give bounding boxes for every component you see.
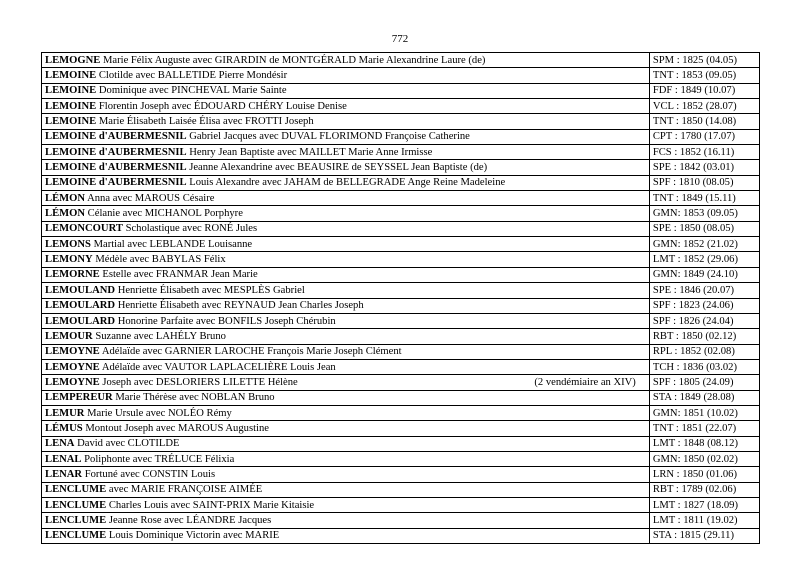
entry-location-date: SPE : 1842 (03.01) [649,160,759,175]
entry-surname: LEMOINE d'AUBERMESNIL [45,162,187,174]
entry-surname: LEMOYNE [45,361,100,373]
table-row [42,467,760,482]
table-row [42,267,760,282]
entry-location-date: STA : 1849 (28.08) [649,390,759,405]
entry-location-date: LRN : 1850 (01.06) [649,467,759,482]
entry-name-cell [42,53,650,68]
entry-details: Estelle avec FRANMAR Jean Marie [99,269,258,281]
entry-details: Jeanne Alexandrine avec BEAUSIRE de SEYSSEL Jean Baptiste (de) [186,162,488,174]
entry-surname: LEMOULARD [45,315,116,327]
entry-note: (2 vendémiaire an XIV) [534,376,636,388]
entry-location-date: TNT : 1849 (15.11) [649,191,759,206]
table-row [42,129,760,144]
entry-surname: LENCLUME [45,499,107,511]
entry-location-date: CPT : 1780 (17.07) [649,129,759,144]
entry-name-cell [42,206,650,221]
entry-surname: LEMONCOURT [45,223,123,235]
entry-name-cell [42,513,650,528]
marriage-register-table [41,52,760,544]
entry-surname: LEMOINE d'AUBERMESNIL [45,177,187,189]
entry-location-date: SPF : 1826 (24.04) [649,313,759,328]
entry-details: Henry Jean Baptiste avec MAILLET Marie Anne Irmisse [186,146,433,158]
table-row [42,237,760,252]
table-row [42,191,760,206]
table-row [42,344,760,359]
entry-details: Louis Alexandre avec JAHAM de BELLEGRADE Ange Reine Madeleine [186,177,506,189]
entry-location-date: SPM : 1825 (04.05) [649,53,759,68]
entry-surname: LEMOULAND [45,284,116,296]
table-row [42,99,760,114]
entry-name-cell [42,175,650,190]
table-row [42,390,760,405]
entry-name-cell [42,329,650,344]
entry-name-cell [42,114,650,129]
entry-name-cell [42,359,650,374]
entry-details: Marie Élisabeth Laisée Élisa avec FROTTI Joseph [96,116,314,128]
entry-surname: LEMOINE [45,100,97,112]
entry-name-cell [42,390,650,405]
entry-details: Adélaïde avec VAUTOR LAPLACELIÈRE Louis Jean [99,361,336,373]
entry-surname: LEMONY [45,254,93,266]
table-row [42,497,760,512]
entry-location-date: RBT : 1850 (02.12) [649,329,759,344]
entry-name-cell [42,436,650,451]
entry-surname: LEMORNE [45,269,100,281]
entry-location-date: LMT : 1852 (29.06) [649,252,759,267]
entry-name-cell [42,283,650,298]
page-number: 772 [391,33,409,45]
entry-surname: LENCLUME [45,530,107,542]
entry-location-date: GMN: 1853 (09.05) [649,206,759,221]
entry-details: Joseph avec DESLORIERS LILETTE Hélène [99,376,298,388]
table-row [42,359,760,374]
entry-location-date: TNT : 1850 (14.08) [649,114,759,129]
entry-details: avec MARIE FRANÇOISE AIMÉE [106,484,263,496]
entry-surname: LEMOGNE [45,54,101,66]
entry-details: Martial avec LEBLANDE Louisanne [90,238,253,250]
entry-details: Médèle avec BABYLAS Félix [92,254,226,266]
entry-name-cell [42,497,650,512]
table-row [42,283,760,298]
entry-details: Fortuné avec CONSTIN Louis [82,468,216,480]
table-row [42,528,760,543]
entry-surname: LENCLUME [45,484,107,496]
entry-location-date: VCL : 1852 (28.07) [649,99,759,114]
entry-surname: LEMOUR [45,330,93,342]
entry-details: Louis Dominique Victorin avec MARIE [106,530,280,542]
entry-location-date: SPE : 1850 (08.05) [649,221,759,236]
table-row [42,482,760,497]
table-row [42,451,760,466]
entry-location-date: SPF : 1823 (24.06) [649,298,759,313]
entry-surname: LEMPEREUR [45,392,113,404]
table-row [42,221,760,236]
entry-location-date: LMT : 1848 (08.12) [649,436,759,451]
entry-details: Henriette Élisabeth avec MESPLÈS Gabriel [115,284,305,296]
entry-details: David avec CLOTILDE [74,438,180,450]
entry-name-cell [42,528,650,543]
entry-surname: LÉMUS [45,422,83,434]
entry-surname: LEMOYNE [45,376,100,388]
entry-name-cell [42,467,650,482]
entry-details: Honorine Parfaite avec BONFILS Joseph Chérubin [115,315,336,327]
entry-details: Montout Joseph avec MAROUS Augustine [82,422,269,434]
entry-details: Florentin Joseph avec ÉDOUARD CHÉRY Louise Denise [96,100,347,112]
entry-name-cell [42,68,650,83]
entry-location-date: TNT : 1851 (22.07) [649,421,759,436]
entry-location-date: FCS : 1852 (16.11) [649,145,759,160]
entry-surname: LEMOINE [45,70,97,82]
entry-details: Scholastique avec RONÉ Jules [122,223,258,235]
entry-location-date: GMN: 1852 (21.02) [649,237,759,252]
entry-location-date: TNT : 1853 (09.05) [649,68,759,83]
table-row [42,313,760,328]
entry-details: Gabriel Jacques avec DUVAL FLORIMOND Françoise Catherine [186,131,470,143]
table-row [42,160,760,175]
entry-location-date: SPF : 1805 (24.09) [649,375,759,390]
entry-name-cell [42,482,650,497]
table-row [42,175,760,190]
entry-surname: LENCLUME [45,514,107,526]
entry-surname: LEMOINE [45,85,97,97]
entry-location-date: SPE : 1846 (20.07) [649,283,759,298]
entry-location-date: STA : 1815 (29.11) [649,528,759,543]
table-row [42,405,760,420]
entry-name-cell [42,421,650,436]
entry-location-date: FDF : 1849 (10.07) [649,83,759,98]
table-row [42,53,760,68]
table-row [42,68,760,83]
entry-surname: LÉMON [45,208,86,220]
entry-name-cell [42,191,650,206]
table-row [42,375,760,390]
entry-name-cell [42,313,650,328]
entry-details: Célanie avec MICHANOL Porphyre [85,208,243,220]
entry-surname: LEMONS [45,238,91,250]
entry-name-cell [42,237,650,252]
entry-surname: LEMOULARD [45,300,116,312]
entry-details: Clotilde avec BALLETIDE Pierre Mondésir [96,70,288,82]
entry-surname: LEMOINE d'AUBERMESNIL [45,146,187,158]
entry-surname: LEMOINE d'AUBERMESNIL [45,131,187,143]
entry-details: Henriette Élisabeth avec REYNAUD Jean Charles Joseph [115,300,364,312]
entry-location-date: GMN: 1849 (24.10) [649,267,759,282]
entry-surname: LÉMON [45,192,86,204]
table-row [42,298,760,313]
entry-location-date: TCH : 1836 (03.02) [649,359,759,374]
table-row [42,421,760,436]
table-row [42,436,760,451]
entry-details: Suzanne avec LAHÉLY Bruno [92,330,226,342]
entry-details: Anna avec MAROUS Césaire [85,192,215,204]
entry-details: Marie Ursule avec NOLÉO Rémy [84,407,232,419]
entry-name-cell [42,145,650,160]
table-row [42,145,760,160]
entry-name-cell [42,129,650,144]
entry-surname: LENA [45,438,75,450]
entry-name-cell [42,375,650,390]
entry-details: Dominique avec PINCHEVAL Marie Sainte [96,85,287,97]
entry-location-date: GMN: 1850 (02.02) [649,451,759,466]
entry-location-date: LMT : 1811 (19.02) [649,513,759,528]
table-row [42,206,760,221]
entry-details: Charles Louis avec SAINT-PRIX Marie Kitaisie [106,499,315,511]
table-row [42,329,760,344]
entry-surname: LEMOYNE [45,346,100,358]
entry-details: Jeanne Rose avec LÉANDRE Jacques [106,514,272,526]
register-body [42,53,760,544]
entry-name-cell [42,221,650,236]
entry-surname: LENAL [45,453,82,465]
entry-details: Marie Thérèse avec NOBLAN Bruno [112,392,275,404]
entry-location-date: RPL : 1852 (02.08) [649,344,759,359]
table-row [42,83,760,98]
entry-location-date: GMN: 1851 (10.02) [649,405,759,420]
entry-details: Poliphonte avec TRÉLUCE Félixia [81,453,235,465]
entry-name-cell [42,160,650,175]
entry-name-cell [42,405,650,420]
table-row [42,252,760,267]
entry-name-cell [42,83,650,98]
entry-details: Marie Félix Auguste avec GIRARDIN de MONTGÉRALD Marie Alexandrine Laure (de) [100,54,486,66]
entry-surname: LEMUR [45,407,85,419]
entry-name-cell [42,298,650,313]
table-row [42,513,760,528]
entry-location-date: SPF : 1810 (08.05) [649,175,759,190]
entry-name-cell [42,252,650,267]
entry-name-cell [42,451,650,466]
entry-location-date: RBT : 1789 (02.06) [649,482,759,497]
entry-details: Adélaïde avec GARNIER LAROCHE François Marie Joseph Clément [99,346,402,358]
entry-name-cell [42,267,650,282]
entry-name-cell [42,99,650,114]
entry-surname: LEMOINE [45,116,97,128]
entry-location-date: LMT : 1827 (18.09) [649,497,759,512]
table-row [42,114,760,129]
entry-surname: LENAR [45,468,83,480]
entry-name-cell [42,344,650,359]
